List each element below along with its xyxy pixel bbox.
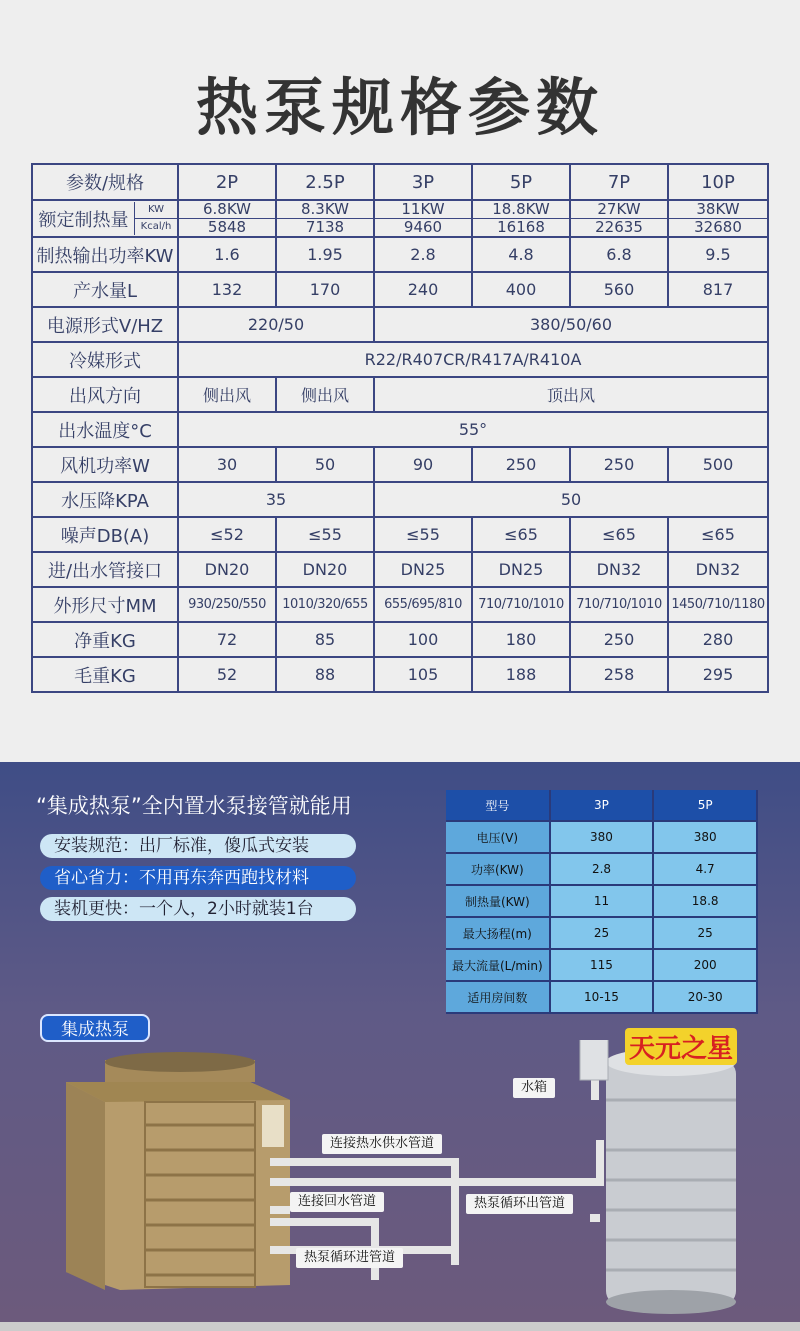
feature-pill: 省心省力：不用再东奔西跑找材料: [40, 866, 356, 890]
rated-heat-kcal: 22635: [595, 218, 643, 236]
pump-spec-cell: 5P: [653, 790, 757, 821]
rated-heat-kw: 18.8KW: [473, 201, 569, 219]
spec-cell: 1010/320/655: [276, 587, 374, 622]
spec-row-label: 毛重KG: [32, 657, 178, 692]
spec-cell: 170: [276, 272, 374, 307]
spec-cell: 280: [668, 622, 768, 657]
spec-cell: 105: [374, 657, 472, 692]
pump-spec-cell: 3P: [550, 790, 654, 821]
spec-cell: ≤65: [472, 517, 570, 552]
spec-row-label: 冷媒形式: [32, 342, 178, 377]
spec-cell: 132: [178, 272, 276, 307]
pump-spec-cell: 适用房间数: [446, 981, 550, 1013]
pump-spec-row: [446, 790, 757, 821]
spec-row: [32, 587, 768, 622]
model-header: 2.5P: [276, 164, 374, 200]
page-title: 热泵规格参数: [195, 71, 604, 144]
spec-row-label: 出风方向: [32, 377, 178, 412]
pump-spec-row: [446, 853, 757, 885]
spec-row: [32, 622, 768, 657]
spec-cell: 9.5: [668, 237, 768, 272]
pipe-label: 连接热水供水管道: [322, 1134, 442, 1154]
spec-cell: 500: [668, 447, 768, 482]
rated-heat-kcal: 9460: [403, 218, 443, 236]
rated-heat-label-cell: [32, 200, 178, 237]
pump-spec-cell: 380: [653, 821, 757, 853]
rated-heat-cell: [374, 200, 472, 237]
spec-row-label: 水压降KPA: [32, 482, 178, 517]
pump-spec-row: [446, 981, 757, 1013]
spec-cell: 6.8: [570, 237, 668, 272]
pump-spec-table: [446, 790, 758, 1014]
unit-kcal: Kcal/h: [140, 221, 172, 232]
spec-cell: 88: [276, 657, 374, 692]
rated-heat-kcal: 16168: [497, 218, 545, 236]
pump-spec-row: [446, 917, 757, 949]
spec-cell: 2.8: [374, 237, 472, 272]
spec-cell: 55°: [178, 412, 768, 447]
pump-spec-cell: 最大扬程(m): [446, 917, 550, 949]
model-header: 7P: [570, 164, 668, 200]
spec-cell: 258: [570, 657, 668, 692]
tank-label: 水箱: [513, 1078, 555, 1098]
spec-row: [32, 342, 768, 377]
integrated-heat-pump-tag: 集成热泵: [40, 1014, 150, 1042]
rated-heat-kw: 11KW: [375, 201, 471, 219]
spec-cell: 188: [472, 657, 570, 692]
pump-spec-cell: 20-30: [653, 981, 757, 1013]
pump-spec-cell: 功率(KW): [446, 853, 550, 885]
spec-row-label: 进/出水管接口: [32, 552, 178, 587]
model-header: 2P: [178, 164, 276, 200]
spec-cell: 250: [570, 447, 668, 482]
pump-spec-cell: 电压(V): [446, 821, 550, 853]
pipe-label: 连接回水管道: [290, 1192, 384, 1212]
rated-heat-kcal: 7138: [305, 218, 345, 236]
rated-heat-kcal: 5848: [207, 218, 247, 236]
rated-heat-cell: [570, 200, 668, 237]
bottom-strip: [0, 1322, 800, 1331]
spec-row-label: 电源形式V/HZ: [32, 307, 178, 342]
spec-cell: R22/R407CR/R417A/R410A: [178, 342, 768, 377]
spec-cell: 52: [178, 657, 276, 692]
spec-row: [32, 307, 768, 342]
rated-heat-kw: 38KW: [669, 201, 767, 219]
spec-cell: 710/710/1010: [472, 587, 570, 622]
spec-row: [32, 377, 768, 412]
pipe-label: 热泵循环进管道: [296, 1248, 403, 1268]
spec-cell: 85: [276, 622, 374, 657]
spec-row-label: 出水温度°C: [32, 412, 178, 447]
spec-cell: 侧出风: [178, 377, 276, 412]
spec-cell: 72: [178, 622, 276, 657]
installation-diagram: [0, 1040, 800, 1322]
spec-row: [32, 482, 768, 517]
spec-cell: 100: [374, 622, 472, 657]
pump-spec-cell: 10-15: [550, 981, 654, 1013]
spec-cell: DN32: [668, 552, 768, 587]
spec-cell: DN25: [374, 552, 472, 587]
spec-cell: 顶出风: [374, 377, 768, 412]
spec-table: [31, 163, 769, 693]
pump-spec-cell: 2.8: [550, 853, 654, 885]
pump-spec-row: [446, 949, 757, 981]
pump-spec-row: [446, 885, 757, 917]
spec-row-label: 风机功率W: [32, 447, 178, 482]
spec-cell: 35: [178, 482, 374, 517]
model-header: 10P: [668, 164, 768, 200]
pump-spec-cell: 制热量(KW): [446, 885, 550, 917]
spec-cell: 50: [374, 482, 768, 517]
heat-pump-unit-illustration: [66, 1052, 290, 1290]
spec-row: [32, 412, 768, 447]
spec-row-label: 净重KG: [32, 622, 178, 657]
spec-row-label: 外形尺寸MM: [32, 587, 178, 622]
rated-heat-kw: 8.3KW: [277, 201, 373, 219]
pump-spec-cell: 11: [550, 885, 654, 917]
spec-cell: 710/710/1010: [570, 587, 668, 622]
spec-row-label: 噪声DB(A): [32, 517, 178, 552]
spec-cell: 655/695/810: [374, 587, 472, 622]
pump-spec-cell: 380: [550, 821, 654, 853]
spec-cell: 295: [668, 657, 768, 692]
spec-cell: DN20: [276, 552, 374, 587]
rated-heat-cell: [276, 200, 374, 237]
spec-row: [32, 237, 768, 272]
rated-heat-cell: [178, 200, 276, 237]
spec-cell: ≤52: [178, 517, 276, 552]
pipe-label: 热泵循环出管道: [466, 1194, 573, 1214]
pump-spec-cell: 200: [653, 949, 757, 981]
spec-row: [32, 272, 768, 307]
rated-heat-cell: [472, 200, 570, 237]
spec-row-label: 产水量L: [32, 272, 178, 307]
spec-cell: 90: [374, 447, 472, 482]
spec-cell: ≤55: [374, 517, 472, 552]
spec-row: [32, 517, 768, 552]
rated-heat-label: 额定制热量: [38, 209, 129, 231]
model-header: 3P: [374, 164, 472, 200]
pump-spec-row: [446, 821, 757, 853]
spec-cell: 1.95: [276, 237, 374, 272]
spec-cell: 30: [178, 447, 276, 482]
spec-cell: 1450/710/1180: [668, 587, 768, 622]
spec-cell: DN32: [570, 552, 668, 587]
feature-pill: 装机更快：一个人，2小时就装1台: [40, 897, 356, 921]
unit-kw: KW: [135, 202, 177, 219]
spec-cell: 250: [570, 622, 668, 657]
spec-cell: 180: [472, 622, 570, 657]
tank-brand: 天元之星: [625, 1028, 737, 1065]
rated-heat-kw: 27KW: [571, 201, 667, 219]
spec-header-label: 参数/规格: [32, 164, 178, 200]
spec-cell: 1.6: [178, 237, 276, 272]
spec-cell: 侧出风: [276, 377, 374, 412]
pump-spec-cell: 型号: [446, 790, 550, 821]
pump-spec-cell: 4.7: [653, 853, 757, 885]
spec-cell: 240: [374, 272, 472, 307]
rated-heat-kw: 6.8KW: [179, 201, 275, 219]
pump-spec-cell: 25: [550, 917, 654, 949]
model-header: 5P: [472, 164, 570, 200]
pump-spec-cell: 25: [653, 917, 757, 949]
spec-row-label: 制热输出功率KW: [32, 237, 178, 272]
pump-spec-cell: 最大流量(L/min): [446, 949, 550, 981]
rated-heat-cell: [668, 200, 768, 237]
pump-spec-cell: 18.8: [653, 885, 757, 917]
spec-cell: DN25: [472, 552, 570, 587]
spec-cell: 400: [472, 272, 570, 307]
rated-heat-row: [32, 200, 768, 237]
spec-row: [32, 447, 768, 482]
spec-cell: 560: [570, 272, 668, 307]
promo-headline: “集成热泵”全内置水泵接管就能用: [36, 794, 352, 818]
spec-row: [32, 657, 768, 692]
pump-spec-cell: 115: [550, 949, 654, 981]
spec-cell: 250: [472, 447, 570, 482]
spec-cell: 220/50: [178, 307, 374, 342]
feature-pill: 安装规范：出厂标准，傻瓜式安装: [40, 834, 356, 858]
spec-cell: ≤65: [570, 517, 668, 552]
spec-header-row: [32, 164, 768, 200]
spec-cell: 817: [668, 272, 768, 307]
rated-heat-kcal: 32680: [694, 218, 742, 236]
spec-cell: DN20: [178, 552, 276, 587]
spec-cell: 380/50/60: [374, 307, 768, 342]
spec-cell: ≤55: [276, 517, 374, 552]
spec-cell: 4.8: [472, 237, 570, 272]
spec-row: [32, 552, 768, 587]
spec-cell: ≤65: [668, 517, 768, 552]
spec-cell: 50: [276, 447, 374, 482]
spec-cell: 930/250/550: [178, 587, 276, 622]
